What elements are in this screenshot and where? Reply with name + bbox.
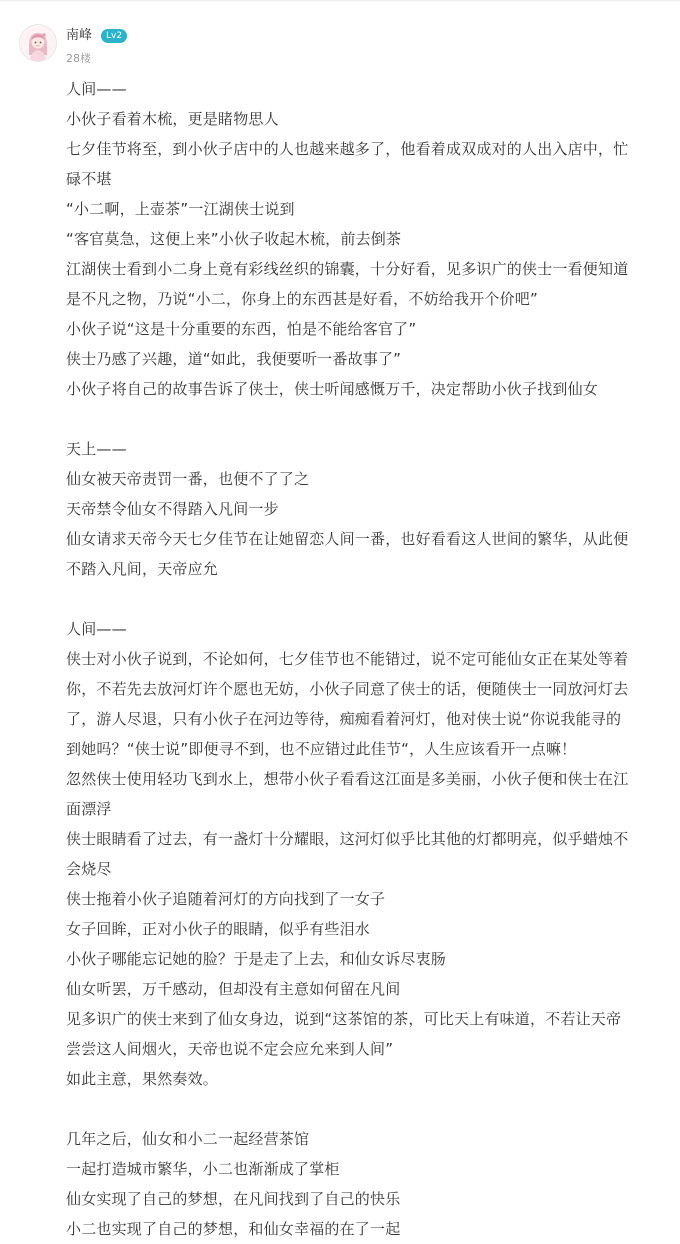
content-line: 小伙子看着木梳，更是睹物思人 — [66, 110, 279, 128]
content-line: 侠士拖着小伙子追随着河灯的方向找到了一女子 — [66, 890, 386, 908]
content-line: 见多识广的侠士来到了仙女身边，说到“这茶馆的茶，可比天上有味道，不若让天帝 — [66, 1010, 622, 1028]
level-badge: Lv2 — [101, 29, 127, 43]
content-line: 仙女听罢，万千感动，但却没有主意如何留在凡间 — [66, 980, 401, 998]
post-content — [66, 74, 664, 1244]
content-line: 到她吗？“侠士说”即便寻不到，也不应错过此佳节“，人生应该看开一点嘛！ — [66, 740, 577, 758]
content-line: 江湖侠士看到小二身上竟有彩线丝织的锦囊，十分好看，见多识广的侠士一看便知道 — [66, 260, 629, 278]
content-line: 尝尝这人间烟火，天帝也说不定会应允来到人间” — [66, 1040, 394, 1058]
content-line: 小二也实现了自己的梦想，和仙女幸福的在了一起 — [66, 1220, 401, 1238]
username[interactable]: 南峰 — [66, 28, 93, 43]
content-line: 侠士对小伙子说到，不论如何，七夕佳节也不能错过，说不定可能仙女正在某处等着 — [66, 650, 629, 668]
content-line: 你，不若先去放河灯许个愿也无妨，小伙子同意了侠士的话，便随侠士一同放河灯去 — [66, 680, 629, 698]
floor-number: 28楼 — [66, 52, 91, 65]
girl-avatar-icon — [20, 25, 56, 61]
content-line: 仙女被天帝责罚一番，也便不了了之 — [66, 470, 310, 488]
content-line: 仙女请求天帝今天七夕佳节在让她留恋人间一番，也好看看这人世间的繁华，从此便 — [66, 530, 629, 548]
content-line: 不踏入凡间，天帝应允 — [66, 560, 219, 578]
content-line: “客官莫急，这便上来”小伙子收起木梳，前去倒茶 — [66, 230, 402, 248]
paragraph-gap — [66, 1094, 664, 1124]
content-line: 侠士乃感了兴趣，道“如此，我便要听一番故事了” — [66, 350, 402, 368]
content-line: 侠士眼睛看了过去，有一盏灯十分耀眼，这河灯似乎比其他的灯都明亮，似乎蜡烛不 — [66, 830, 629, 848]
content-line: 小伙子说“这是十分重要的东西，怕是不能给客官了” — [66, 320, 417, 338]
content-line: 面漂浮 — [66, 800, 112, 818]
content-line: 天帝禁令仙女不得踏入凡间一步 — [66, 500, 279, 518]
content-line: 七夕佳节将至，到小伙子店中的人也越来越多了，他看着成双成对的人出入店中，忙 — [66, 140, 629, 158]
content-line: 仙女实现了自己的梦想，在凡间找到了自己的快乐 — [66, 1190, 401, 1208]
content-line: 碌不堪 — [66, 170, 112, 188]
user-avatar[interactable] — [19, 24, 57, 62]
content-line: 了，游人尽退，只有小伙子在河边等待，痴痴看着河灯，他对侠士说“你说我能寻的 — [66, 710, 622, 728]
paragraph-gap — [66, 404, 664, 434]
content-line: “小二啊，上壶茶”一江湖侠士说到 — [66, 200, 295, 218]
content-line: 小伙子哪能忘记她的脸？于是走了上去，和仙女诉尽衷肠 — [66, 950, 447, 968]
content-line: 是不凡之物，乃说“小二，你身上的东西甚是好看，不妨给我开个价吧” — [66, 290, 538, 308]
content-line: 几年之后，仙女和小二一起经营茶馆 — [66, 1130, 310, 1148]
content-line: 人间—— — [66, 620, 127, 638]
paragraph-gap — [66, 584, 664, 614]
content-line: 如此主意，果然奏效。 — [66, 1070, 219, 1088]
content-line: 天上—— — [66, 440, 127, 458]
content-line: 一起打造城市繁华，小二也渐渐成了掌柜 — [66, 1160, 340, 1178]
content-line: 小伙子将自己的故事告诉了侠士，侠士听闻感慨万千，决定帮助小伙子找到仙女 — [66, 380, 599, 398]
content-line: 人间—— — [66, 80, 127, 98]
content-line: 女子回眸，正对小伙子的眼睛，似乎有些泪水 — [66, 920, 371, 938]
content-line: 忽然侠士使用轻功飞到水上，想带小伙子看看这江面是多美丽，小伙子便和侠士在江 — [66, 770, 629, 788]
content-line: 会烧尽 — [66, 860, 112, 878]
